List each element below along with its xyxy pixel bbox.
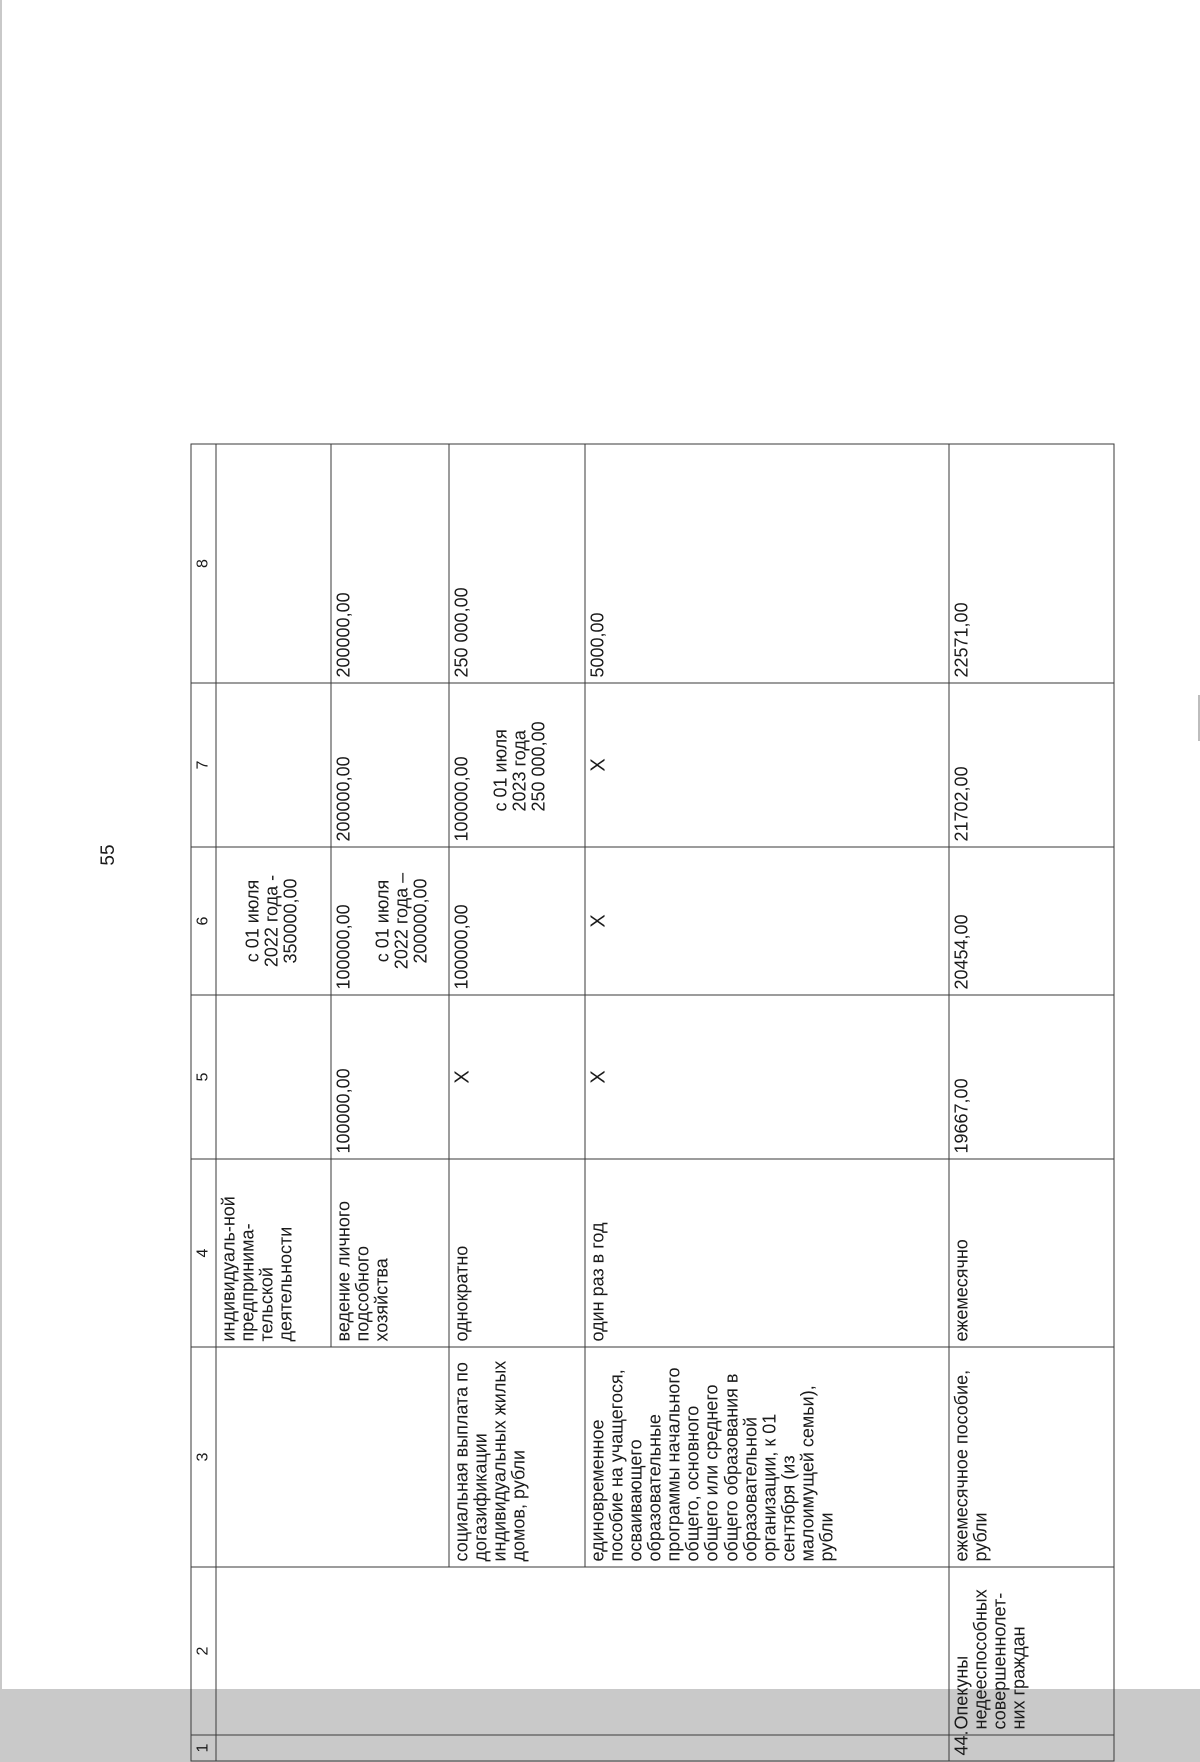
table-cell: ежемесячное пособие, рубли: [949, 1347, 1114, 1567]
header-cell: 5: [191, 995, 216, 1159]
table-cell: [216, 1567, 949, 1735]
table-cell: 19667,00: [949, 995, 1114, 1159]
table-cell: 100000,00: [449, 847, 585, 995]
table-row: [949, 444, 1114, 1761]
table-cell: [216, 1735, 949, 1761]
table-cell: [216, 683, 331, 847]
table-cell: 22571,00: [949, 444, 1114, 683]
header-cell: 6: [191, 847, 216, 995]
header-cell: 8: [191, 444, 216, 683]
table-cell: один раз в год: [585, 1159, 949, 1347]
table-row: [585, 444, 949, 1761]
table-cell: ежемесячно: [949, 1159, 1114, 1347]
table-cell: однократно: [449, 1159, 585, 1347]
table-cell: 5000,00: [585, 444, 949, 683]
table-cell: индивидуаль-ной предпринима-тельской деятельности: [216, 1159, 331, 1347]
table-cell: [216, 444, 331, 683]
table-cell: 100000,00: [331, 995, 449, 1159]
header-row: [191, 444, 216, 1761]
table-cell: 100000,00 с 01 июля 2022 года – 200000,00: [331, 847, 449, 995]
table-row: [216, 444, 331, 1761]
table-cell: единовременное пособие на учащегося, осваивающего образовательные программы начального общего, основного общего или среднего общего образования в образовательной организации, к 01 сентября (из малоимущей семьи), рубли: [585, 1347, 949, 1567]
table-cell: Опекуны недееспособных совершеннолет-них граждан: [949, 1567, 1114, 1735]
header-cell: 7: [191, 683, 216, 847]
rotated-table-container: [191, 445, 1111, 1762]
table-cell: [216, 995, 331, 1159]
benefits-table: [191, 444, 1115, 1762]
page-number: 55: [98, 844, 119, 866]
table-cell: X: [585, 683, 949, 847]
table-cell: социальная выплата по догазификации индивидуальных жилых домов, рубли: [449, 1347, 585, 1567]
document-page: [2, 0, 1200, 1756]
table-cell: 200000,00: [331, 444, 449, 683]
table-cell: 21702,00: [949, 683, 1114, 847]
table-cell: X: [585, 847, 949, 995]
table-cell: 250 000,00: [449, 444, 585, 683]
table-cell: с 01 июля 2022 года - 350000,00: [216, 847, 331, 995]
header-cell: 3: [191, 1347, 216, 1567]
header-cell: 4: [191, 1159, 216, 1347]
table-cell: X: [585, 995, 949, 1159]
table-cell: 100000,00 с 01 июля 2023 года 250 000,00: [449, 683, 585, 847]
header-cell: 1: [191, 1735, 216, 1761]
table-cell: 20454,00: [949, 847, 1114, 995]
table-cell: 44.: [949, 1735, 1114, 1761]
table-cell: [216, 1347, 449, 1567]
table-cell: 200000,00: [331, 683, 449, 847]
table-cell: ведение личного подсобного хозяйства: [331, 1159, 449, 1347]
table-row: [449, 444, 585, 1761]
header-cell: 2: [191, 1567, 216, 1735]
table-cell: X: [449, 995, 585, 1159]
